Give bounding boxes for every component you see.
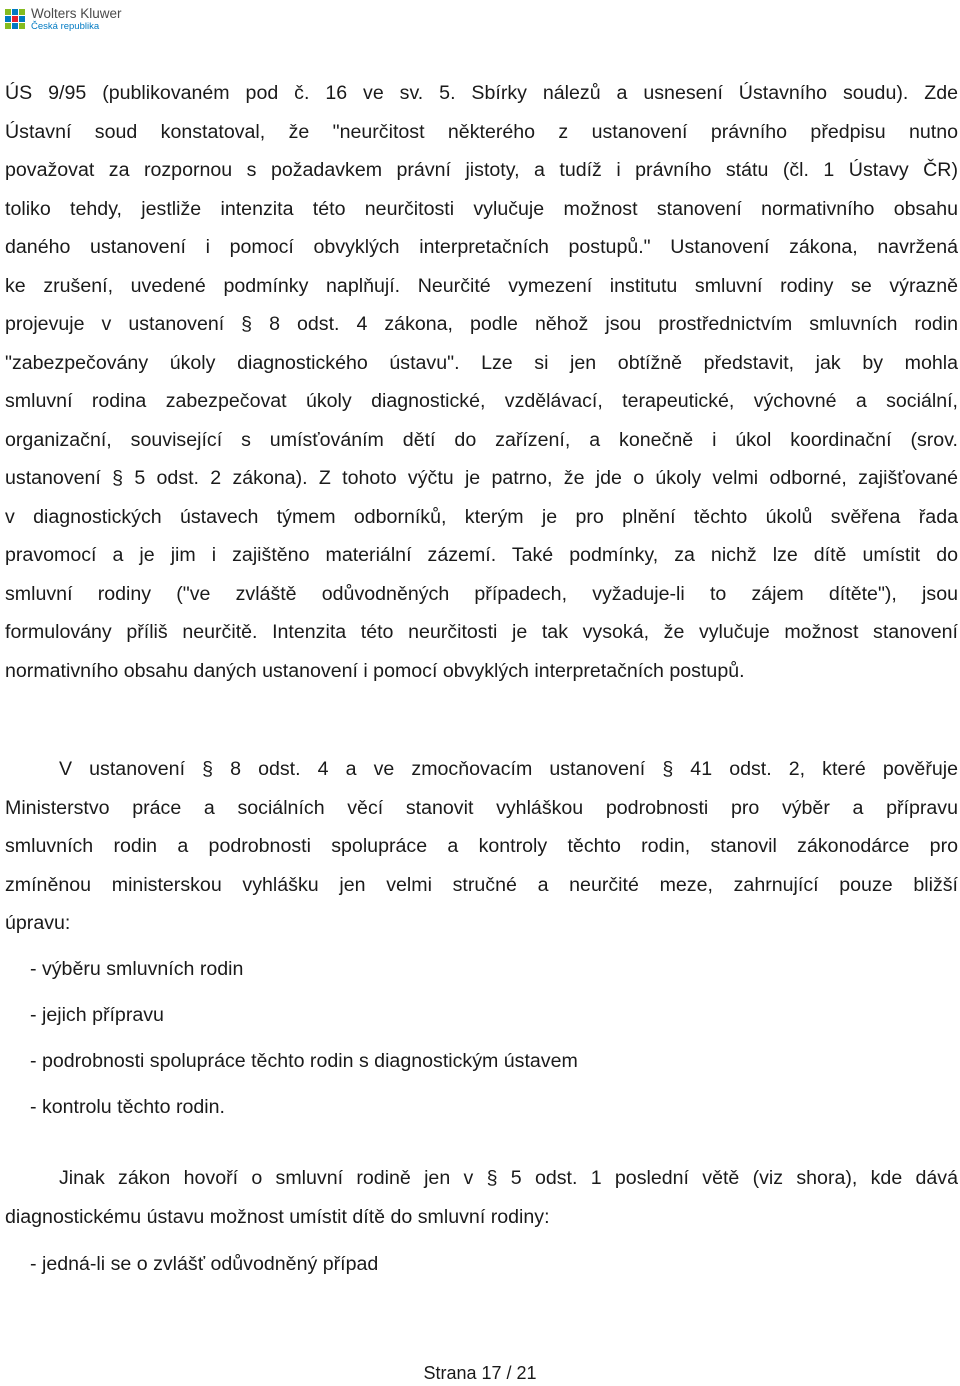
text-line: ke zrušení, uvedené podmínky naplňují. Neurčité vymezení institutu smluvní rodiny se výrazně (5, 274, 958, 297)
text-line: ustanovení § 5 odst. 2 zákona). Z tohoto výčtu je patrno, že jde o úkoly velmi odborné, zajišťované (5, 467, 958, 489)
text-line: v diagnostických ústavech týmem odborníků, kterým je pro plnění těchto úkolů svěřena řada (5, 505, 958, 528)
text-line: smluvních rodin a podrobnosti spolupráce a kontroly těchto rodin, stanovil zákonodárce pro (5, 835, 958, 857)
wolters-kluwer-logo (4, 2, 122, 36)
text-line: úpravu: (5, 912, 71, 934)
text-line: Ministerstvo práce a sociálních věcí stanovit vyhláškou podrobnosti pro výběr a přípravu (5, 796, 958, 819)
text-line: pravomocí a je jim i zajištěno materiální zázemí. Také podmínky, za nichž lze dítě umístit do (5, 544, 958, 566)
wolters-kluwer-mark-icon (4, 8, 26, 30)
text-line: smluvní rodina zabezpečovat úkoly diagnostické, vzdělávací, terapeutické, výchovné a sociální, (5, 390, 958, 412)
text-line: "zabezpečovány úkoly diagnostického ústavu". Lze si jen obtížně představit, jak by mohla (5, 351, 958, 374)
page-number: Strana 17 / 21 (423, 1363, 537, 1383)
text-line: zmíněnou ministerskou vyhlášku jen velmi stručné a neurčité meze, zahrnující pouze bližší (5, 873, 958, 896)
text-line: toliko tehdy, jestliže intenzita této neurčitosti vylučuje možnost stanovení normativního obsahu (5, 197, 958, 220)
list-item: - kontrolu těchto rodin. (30, 1096, 225, 1118)
list-item: - podrobnosti spolupráce těchto rodin s diagnostickým ústavem (30, 1050, 578, 1072)
list-item: - jejich přípravu (30, 1004, 164, 1026)
text-line: Ústavní soud konstatoval, že "neurčitost některého z ustanovení právního předpisu nutno (5, 120, 958, 143)
paragraph-1 (5, 74, 958, 690)
text-line: V ustanovení § 8 odst. 4 a ve zmocňovacím ustanovení § 41 odst. 2, které pověřuje (59, 758, 958, 780)
text-line: organizační, související s umísťováním dětí do zařízení, a konečně i úkol koordinační (srov. (5, 428, 958, 451)
paragraph-3 (5, 1159, 958, 1236)
text-line: normativního obsahu daných ustanovení i pomocí obvyklých interpretačních postupů. (5, 659, 745, 682)
text-line: Jinak zákon hovoří o smluvní rodině jen v § 5 odst. 1 poslední větě (viz shora), kde dává (59, 1167, 958, 1189)
text-line: ÚS 9/95 (publikovaném pod č. 16 ve sv. 5. Sbírky nálezů a usnesení Ústavního soudu). Zde (5, 82, 958, 104)
text-line: formulovány příliš neurčitě. Intenzita této neurčitosti je tak vysoká, že vylučuje možnost stanovení (5, 621, 958, 643)
list-item: - jedná-li se o zvlášť odůvodněný případ (30, 1253, 379, 1275)
bullet-list-1 (30, 946, 578, 1130)
bullet-list-2 (30, 1241, 378, 1287)
text-line: projevuje v ustanovení § 8 odst. 4 zákona, podle něhož jsou prostřednictvím smluvních rodin (5, 313, 958, 335)
brand-name: Wolters Kluwer (31, 5, 122, 21)
text-line: daného ustanovení i pomocí obvyklých interpretačních postupů." Ustanovení zákona, navržená (5, 236, 958, 258)
paragraph-2 (5, 750, 958, 943)
brand-subtitle: Česká republika (31, 21, 100, 32)
text-line: považovat za rozpornou s požadavkem právní jistoty, a tudíž i právního státu (čl. 1 Ústavy ČR) (5, 159, 958, 181)
text-line: smluvní rodiny ("ve zvláště odůvodněných případech, vyžaduje-li to zájem dítěte"), jsou (5, 582, 958, 605)
text-line: diagnostickému ústavu možnost umístit dítě do smluvní rodiny: (5, 1205, 550, 1228)
list-item: - výběru smluvních rodin (30, 958, 244, 980)
